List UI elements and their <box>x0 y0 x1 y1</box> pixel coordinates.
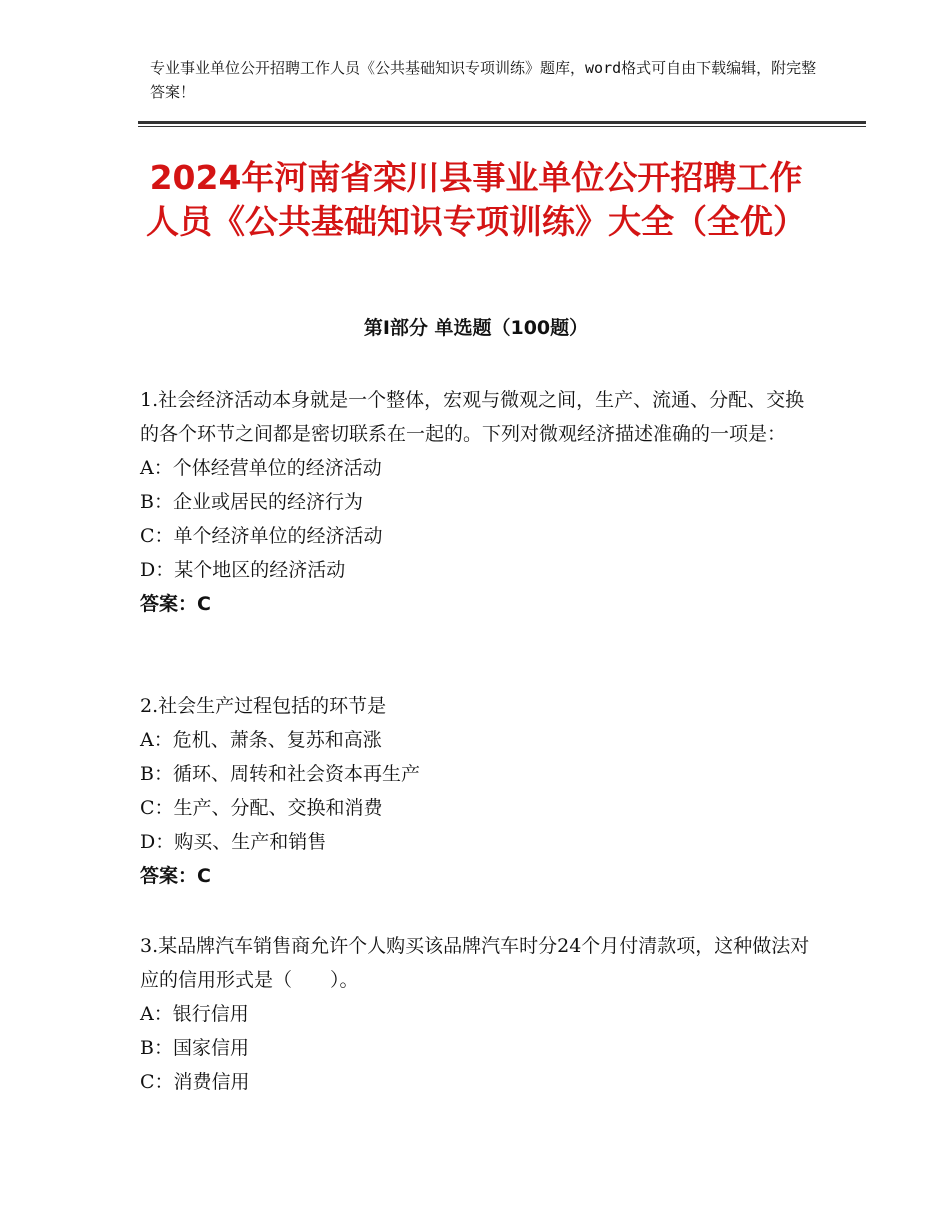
option-b: B：循环、周转和社会资本再生产 <box>140 763 420 785</box>
option-a: A：危机、萧条、复苏和高涨 <box>140 729 382 751</box>
option-c: C：单个经济单位的经济活动 <box>140 525 383 547</box>
answer-line: 答案：C <box>140 593 211 615</box>
question-stem: 1.社会经济活动本身就是一个整体，宏观与微观之间，生产、流通、分配、交换的各个环节之间都是密切联系在一起的。下列对微观经济描述准确的一项是： <box>140 389 805 445</box>
header-divider-thin <box>138 126 866 127</box>
option-c: C：生产、分配、交换和消费 <box>140 797 383 819</box>
header-divider-thick <box>138 121 866 124</box>
option-d: D：某个地区的经济活动 <box>140 559 346 581</box>
option-d: D：购买、生产和销售 <box>140 831 327 853</box>
document-title: 2024年河南省栾川县事业单位公开招聘工作人员《公共基础知识专项训练》大全（全优） <box>146 158 806 241</box>
section-title: 第Ⅰ部分 单选题（100题） <box>363 317 589 339</box>
option-a: A：银行信用 <box>140 1003 249 1025</box>
question-stem: 3.某品牌汽车销售商允许个人购买该品牌汽车时分24个月付清款项，这种做法对应的信用形式是（ ）。 <box>140 935 810 991</box>
option-b: B：企业或居民的经济行为 <box>140 491 363 513</box>
question-3 <box>140 929 820 1099</box>
answer-line: 答案：C <box>140 865 211 887</box>
question-1 <box>140 383 820 621</box>
question-2 <box>140 689 820 893</box>
header-note: 专业事业单位公开招聘工作人员《公共基础知识专项训练》题库，word格式可自由下载编辑，附完整答案！ <box>150 59 817 101</box>
option-c: C：消费信用 <box>140 1071 250 1093</box>
option-a: A：个体经营单位的经济活动 <box>140 457 382 479</box>
question-stem: 2.社会生产过程包括的环节是 <box>140 695 387 717</box>
option-b: B：国家信用 <box>140 1037 249 1059</box>
